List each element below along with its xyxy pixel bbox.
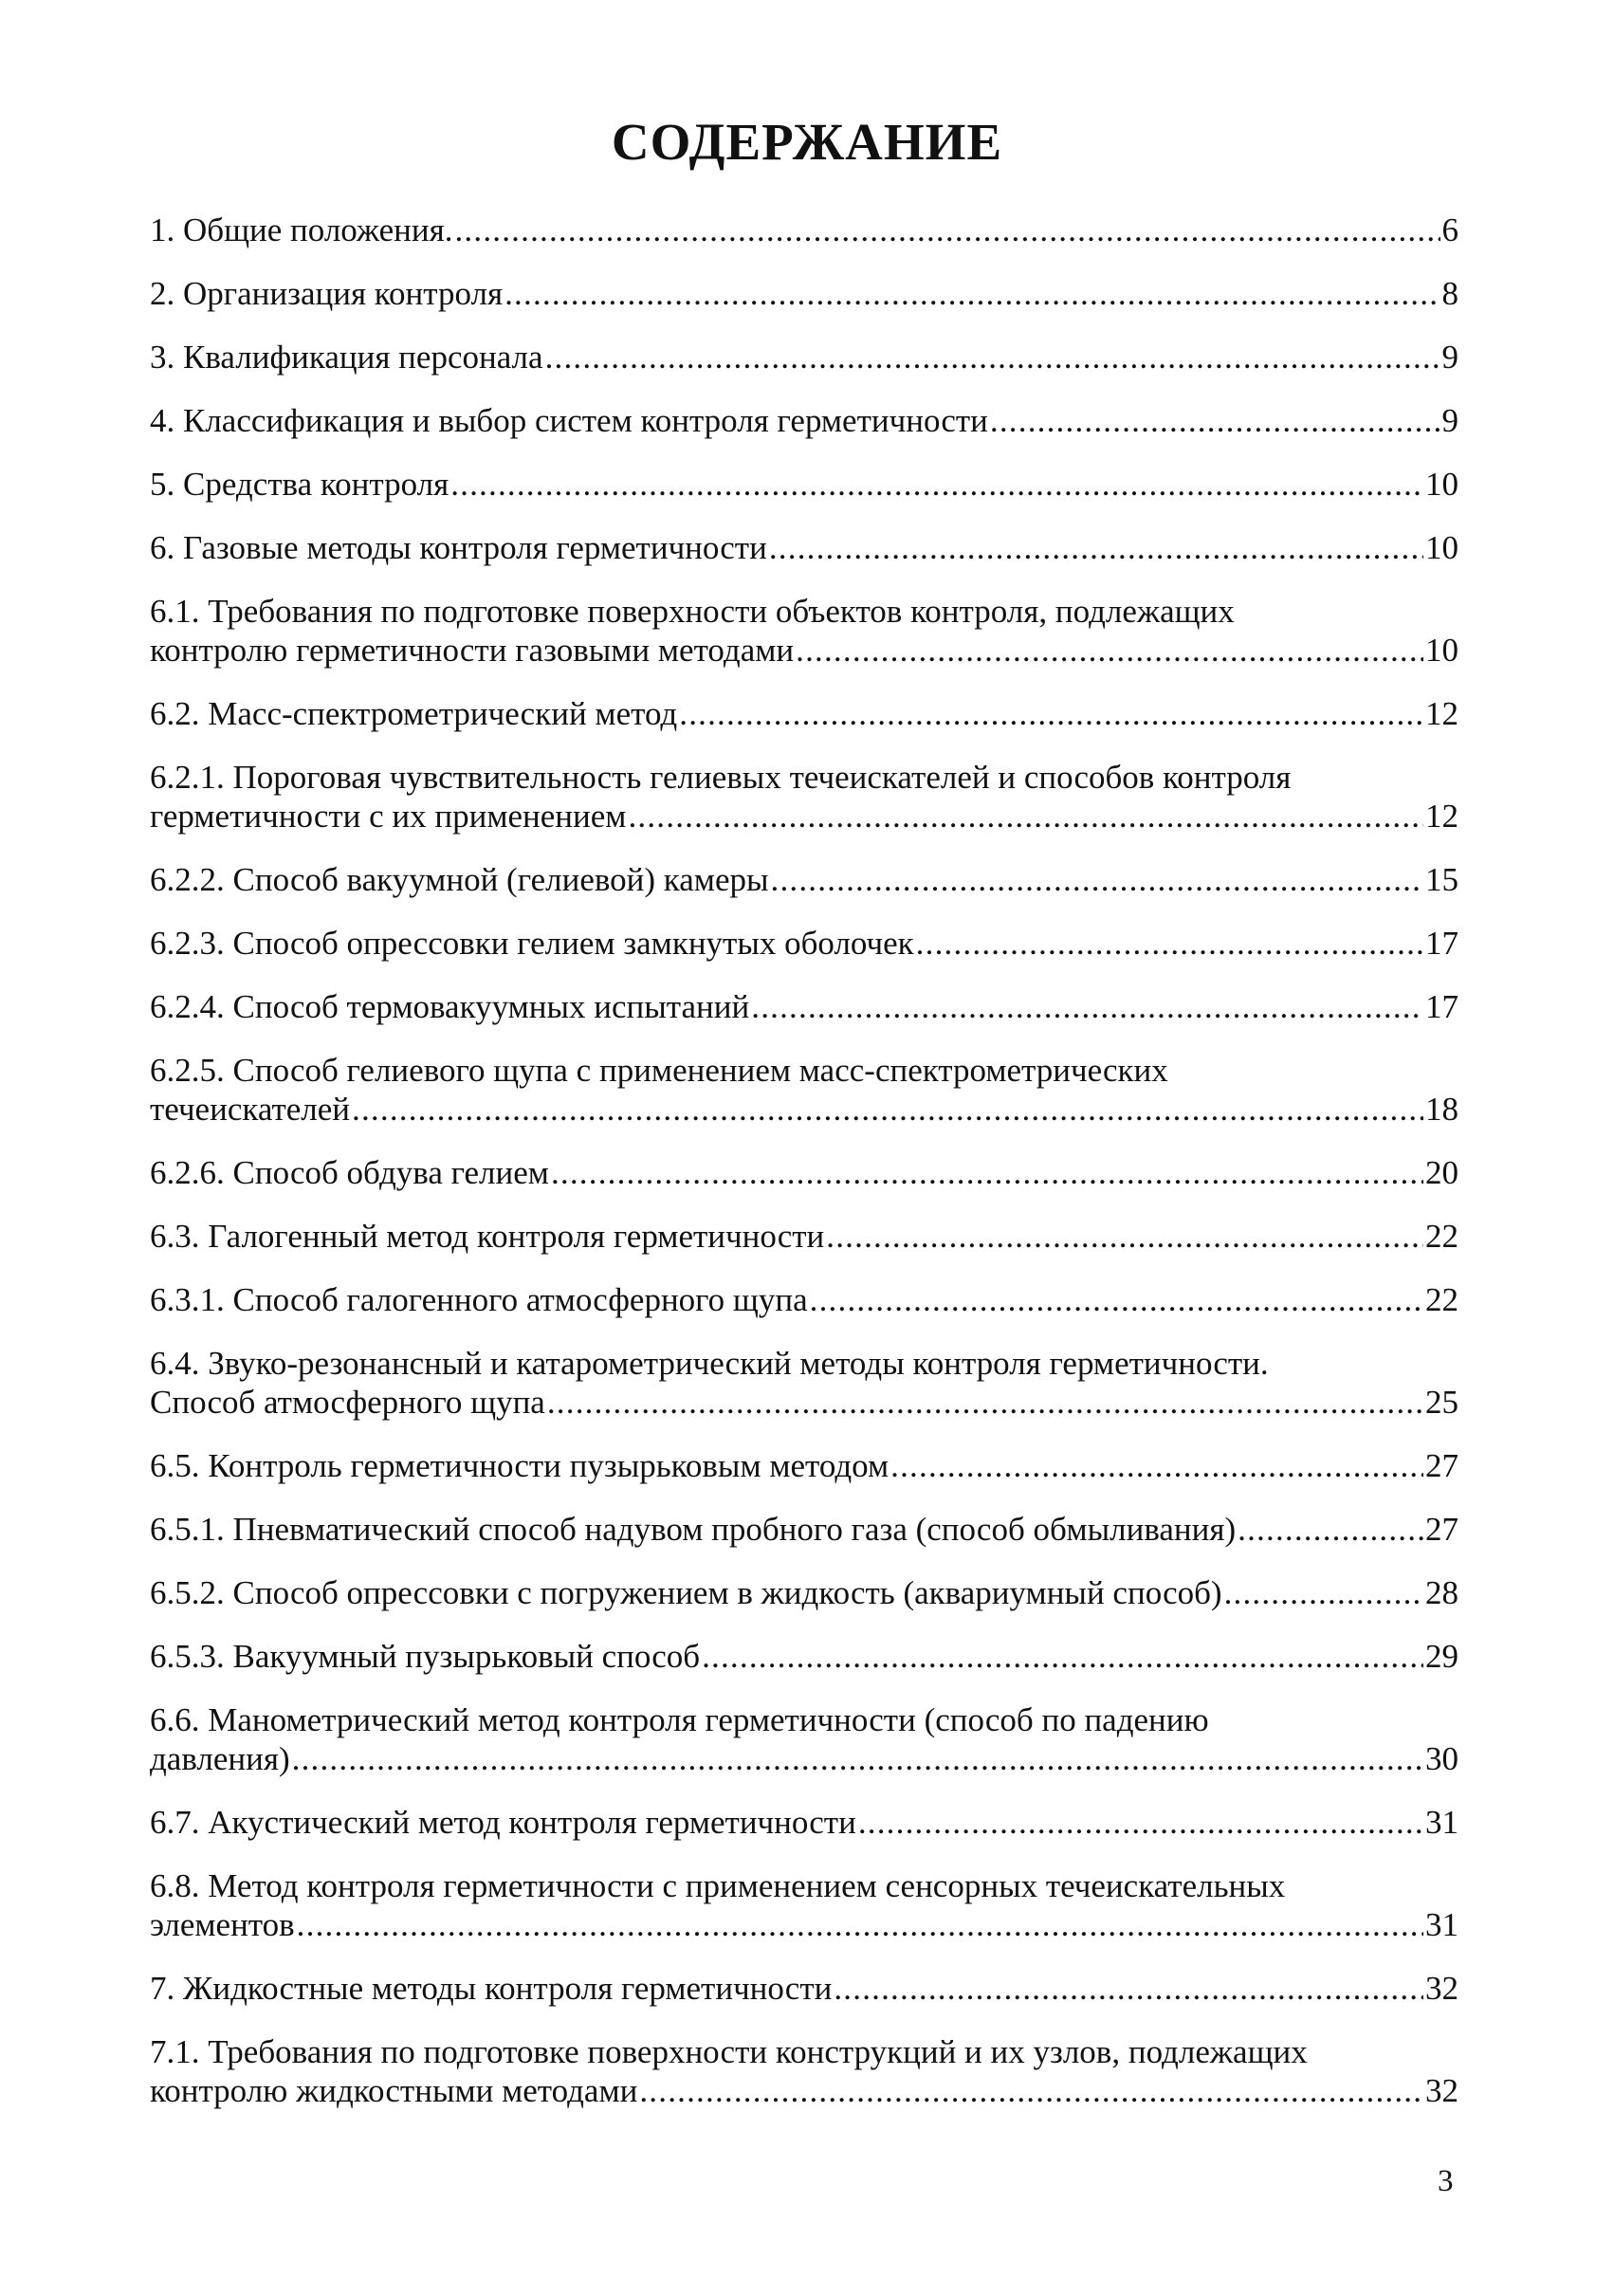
page-title: СОДЕРЖАНИЕ	[611, 113, 1003, 171]
dot-leader	[454, 211, 1440, 249]
toc-entry-page: 20	[1425, 1154, 1458, 1191]
toc-entry-text: 3. Квалификация персонала	[150, 339, 543, 376]
dot-leader	[547, 1383, 1423, 1422]
toc-entry	[150, 1803, 1458, 1842]
toc-entry-text: 6.5.1. Пневматический способ надувом пробного газа (способ обмыливания)	[150, 1511, 1237, 1548]
toc-entry-row	[150, 631, 1458, 670]
dot-leader	[990, 401, 1440, 440]
toc-entry-page: 9	[1441, 339, 1458, 376]
toc-entry-text: герметичности с их применением	[150, 798, 627, 835]
dot-leader	[826, 1217, 1423, 1256]
toc-entry-row	[150, 797, 1458, 836]
toc-entry-text: 6.2.3. Способ опрессовки гелием замкнутых оболочек	[150, 925, 914, 962]
toc-entry-text: элементов	[150, 1906, 295, 1943]
toc-entry-row	[150, 1280, 1458, 1319]
toc-entry	[150, 338, 1458, 377]
toc-entry	[150, 211, 1458, 249]
toc-entry-text: течеискателей	[150, 1091, 351, 1128]
toc-entry-page: 17	[1425, 925, 1458, 962]
toc-entry-text: 6.5.3. Вакуумный пузырьковый способ	[150, 1638, 701, 1675]
toc-entry-page: 28	[1425, 1574, 1458, 1611]
toc-entry-text: 6. Газовые методы контроля герметичности	[150, 529, 767, 566]
toc-entry-page: 25	[1425, 1384, 1458, 1421]
toc-entry-row	[150, 1510, 1458, 1549]
toc-entry-row	[150, 987, 1458, 1026]
toc-entry-page: 10	[1425, 632, 1458, 669]
toc-entry-text: 5. Средства контроля	[150, 466, 449, 503]
toc-entry	[150, 1446, 1458, 1485]
dot-leader	[890, 1446, 1423, 1485]
toc-entry-text: контролю жидкостными методами	[150, 2072, 638, 2109]
dot-leader	[916, 924, 1423, 963]
toc-entry-page: 27	[1425, 1447, 1458, 1484]
toc-entry-text: 6.4. Звуко-резонансный и катарометрический методы контроля герметичности.	[150, 1345, 1269, 1382]
toc-entry-row	[150, 2071, 1458, 2110]
toc-entry	[150, 1637, 1458, 1676]
toc-entry-row	[150, 465, 1458, 504]
toc-entry-page: 30	[1425, 1740, 1458, 1777]
toc-entry-row	[150, 1905, 1458, 1944]
dot-leader	[796, 631, 1423, 670]
toc-entry	[150, 528, 1458, 567]
toc-entry-page: 12	[1425, 695, 1458, 732]
toc-entry-text: 6.8. Метод контроля герметичности с применением сенсорных течеискательных	[150, 1867, 1286, 1904]
toc-entry	[150, 1153, 1458, 1192]
dot-leader	[639, 2071, 1423, 2110]
toc-entry-page: 10	[1425, 466, 1458, 503]
toc-entry-row	[150, 528, 1458, 567]
toc-entry	[150, 1510, 1458, 1549]
toc-entry	[150, 465, 1458, 504]
toc-entry-row	[150, 1637, 1458, 1676]
toc-entry	[150, 1866, 1458, 1944]
toc-entry-page: 15	[1425, 861, 1458, 898]
toc-entry-page: 9	[1441, 402, 1458, 439]
toc-entry-row	[150, 694, 1458, 733]
toc-entry-text: 4. Классификация и выбор систем контроля герметичности	[150, 402, 988, 439]
toc-entry	[150, 1700, 1458, 1778]
toc-entry	[150, 1051, 1458, 1129]
toc-entry-row	[150, 1573, 1458, 1612]
dot-leader	[297, 1905, 1423, 1944]
toc-entry	[150, 2032, 1458, 2110]
dot-leader	[810, 1280, 1423, 1319]
toc-entry-text: 6.5.2. Способ опрессовки с погружением в жидкость (аквариумный способ)	[150, 1574, 1222, 1611]
toc-entry-page: 6	[1441, 211, 1458, 248]
toc-entry	[150, 987, 1458, 1026]
toc-entry-page: 32	[1425, 1970, 1458, 2007]
page-number: 3	[1438, 2164, 1454, 2198]
toc-entry-page: 17	[1425, 988, 1458, 1025]
toc-entry-text: 6.2.6. Способ обдува гелием	[150, 1154, 549, 1191]
toc-entry	[150, 924, 1458, 963]
toc-entry	[150, 401, 1458, 440]
dot-leader	[292, 1739, 1423, 1778]
toc-entry	[150, 1344, 1458, 1422]
toc-entry-text: 6.3.1. Способ галогенного атмосферного щупа	[150, 1281, 808, 1318]
toc-entry-row	[150, 1969, 1458, 2008]
dot-leader	[679, 694, 1423, 733]
toc-entry-row	[150, 338, 1458, 377]
toc-entry-text: 7. Жидкостные методы контроля герметичности	[150, 1970, 833, 2007]
toc-entry	[150, 592, 1458, 670]
toc-entry-page: 22	[1425, 1281, 1458, 1318]
toc-entry-text: 6.2.5. Способ гелиевого щупа с применением масс-спектрометрических	[150, 1052, 1168, 1089]
dot-leader	[769, 528, 1423, 567]
toc-entry-text: 2. Организация контроля	[150, 275, 504, 312]
toc-entry-text: 6.6. Манометрический метод контроля герметичности (способ по падению	[150, 1701, 1209, 1738]
dot-leader	[352, 1090, 1423, 1129]
toc-entry-row	[150, 1446, 1458, 1485]
toc-entry-page: 10	[1425, 529, 1458, 566]
toc-entry-text: 6.1. Требования по подготовке поверхности объектов контроля, подлежащих	[150, 593, 1235, 630]
toc-entry-text: 6.2.1. Пороговая чувствительность гелиевых течеискателей и способов контроля	[150, 759, 1292, 796]
dot-leader	[858, 1803, 1423, 1842]
toc-entry-page: 27	[1425, 1511, 1458, 1548]
toc-entry-page: 12	[1425, 798, 1458, 835]
dot-leader	[1238, 1510, 1423, 1549]
toc-entry	[150, 694, 1458, 733]
toc-entry-page: 29	[1425, 1638, 1458, 1675]
toc-entry-text: 7.1. Требования по подготовке поверхности конструкций и их узлов, подлежащих	[150, 2033, 1308, 2070]
toc-entry-row	[150, 1217, 1458, 1256]
dot-leader	[551, 1153, 1423, 1192]
toc-entry-page: 31	[1425, 1906, 1458, 1943]
table-of-contents	[150, 211, 1458, 2135]
toc-entry-row	[150, 924, 1458, 963]
toc-entry-text: 6.5. Контроль герметичности пузырьковым методом	[150, 1447, 890, 1484]
dot-leader	[751, 987, 1423, 1026]
dot-leader	[504, 274, 1440, 313]
toc-entry	[150, 1969, 1458, 2008]
toc-entry-row	[150, 1383, 1458, 1422]
toc-entry	[150, 274, 1458, 313]
dot-leader	[834, 1969, 1423, 2008]
dot-leader	[771, 860, 1424, 899]
toc-entry	[150, 1280, 1458, 1319]
toc-entry	[150, 860, 1458, 899]
toc-entry-text: 6.2.2. Способ вакуумной (гелиевой) камеры	[150, 861, 769, 898]
toc-entry-row	[150, 274, 1458, 313]
toc-entry-row	[150, 1090, 1458, 1129]
toc-entry-text: 6.2. Масс-спектрометрический метод	[150, 695, 678, 732]
toc-entry-text: 1. Общие положения.	[150, 211, 453, 248]
toc-entry-page: 22	[1425, 1218, 1458, 1255]
dot-leader	[628, 797, 1423, 836]
toc-entry-page: 8	[1441, 275, 1458, 312]
toc-entry-row	[150, 401, 1458, 440]
toc-entry-text: 6.7. Акустический метод контроля герметичности	[150, 1804, 856, 1841]
toc-entry-row	[150, 1153, 1458, 1192]
dot-leader	[545, 338, 1440, 377]
dot-leader	[450, 465, 1423, 504]
dot-leader	[1224, 1573, 1423, 1612]
toc-entry	[150, 758, 1458, 836]
toc-entry-text: 6.3. Галогенный метод контроля герметичности	[150, 1218, 825, 1255]
toc-entry-text: Способ атмосферного щупа	[150, 1384, 545, 1421]
toc-entry	[150, 1217, 1458, 1256]
toc-entry-row	[150, 1739, 1458, 1778]
toc-entry-page: 18	[1425, 1091, 1458, 1128]
dot-leader	[702, 1637, 1423, 1676]
toc-entry	[150, 1573, 1458, 1612]
toc-entry-row	[150, 211, 1458, 249]
toc-entry-row	[150, 860, 1458, 899]
toc-entry-page: 31	[1425, 1804, 1458, 1841]
toc-entry-text: давления)	[150, 1740, 290, 1777]
toc-entry-text: 6.2.4. Способ термовакуумных испытаний	[150, 988, 750, 1025]
toc-entry-page: 32	[1425, 2072, 1458, 2109]
toc-entry-row	[150, 1803, 1458, 1842]
toc-entry-text: контролю герметичности газовыми методами	[150, 632, 795, 669]
